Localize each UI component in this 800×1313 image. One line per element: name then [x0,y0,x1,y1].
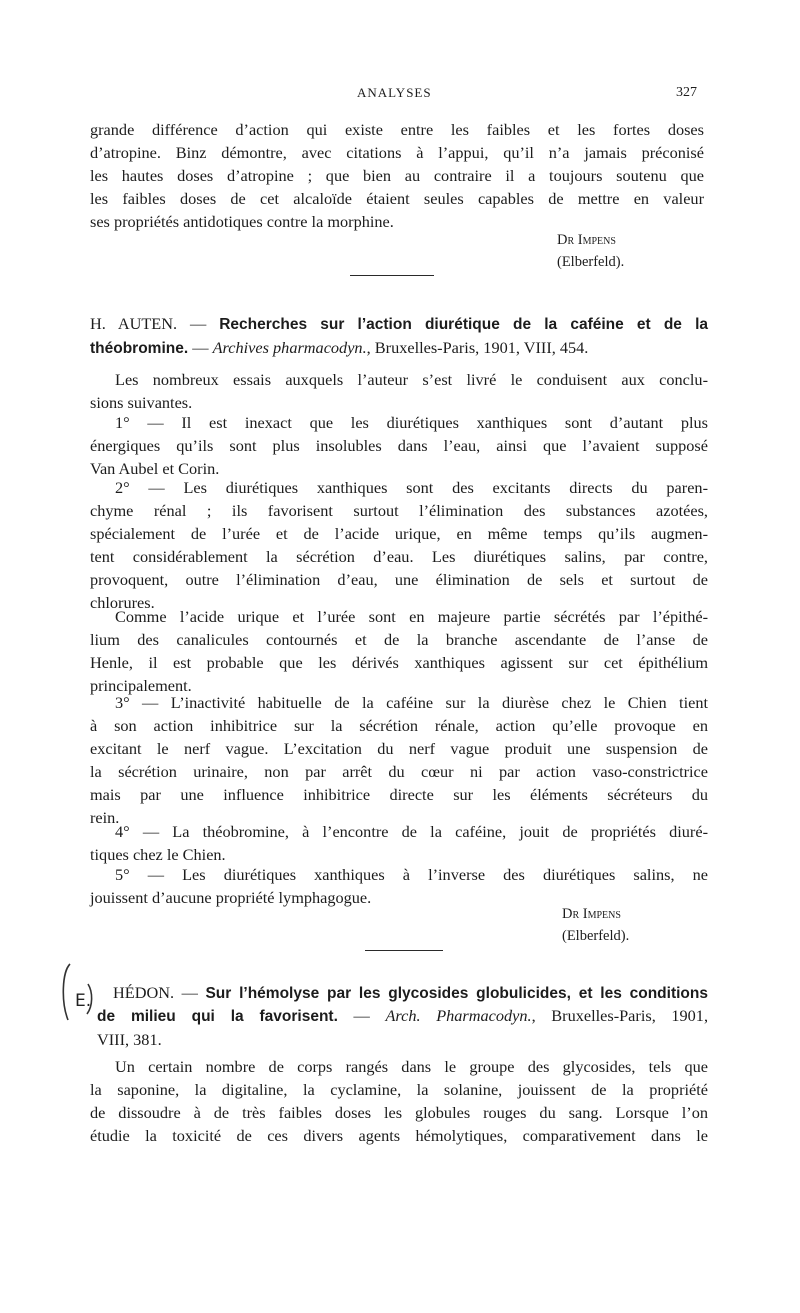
running-head: ANALYSES [357,85,432,100]
article-paragraph [90,605,708,697]
text-line: les faibles doses de cet alcaloïde étaient seules capables de mettre en valeur [90,189,704,208]
article-paragraph [90,820,708,866]
text-line: excitant le nerf vague. L’excitation du nerf vague produit une suspension de [90,739,708,758]
article-title-cont: de milieu qui la favorisent. [97,1008,338,1025]
heading-line: VIII, 381. [97,1030,162,1049]
section-divider [350,275,434,276]
article-title: Sur l’hémolyse par les glycosides globulicides, et les conditions [205,985,708,1002]
signature-name: Dr Impens [562,906,621,922]
text-line: spécialement de l’urée et de l’acide urique, en même temps qu’ils augmen- [90,524,708,543]
source-journal: Arch. Pharmacodyn. [385,1006,532,1025]
intro-paragraph [90,118,704,233]
article-paragraph [90,411,708,480]
heading-dash: — [192,338,209,357]
text-line: Les nombreux essais auxquels l’auteur s’est livré le conduisent aux conclu- [115,370,708,389]
heading-dash: — [190,314,207,333]
text-line: énergiques qu’ils sont plus insolubles dans l’eau, ainsi que l’avaient supposé [90,436,708,455]
text-line: principalement. [90,676,192,695]
section-divider [365,950,443,951]
heading-dash: — [353,1006,370,1025]
text-line: Henle, il est probable que les dérivés xanthiques agissent sur cet épithélium [90,653,708,672]
article-paragraph [90,368,708,414]
text-line: 1° — Il est inexact que les diurétiques xanthiques sont d’autant plus [115,413,708,432]
text-line: la saponine, la digitaline, la cyclamine, la solanine, jouissent de la propriété [90,1080,708,1099]
text-line: tent considérablement la sécrétion d’eau. Les diurétiques salins, par contre, [90,547,708,566]
signature-place: (Elberfeld). [562,928,630,944]
text-line: ses propriétés antidotiques contre la morphine. [90,212,394,231]
signature-name: Dr Impens [557,232,616,248]
article-paragraph [90,476,708,614]
text-line: jouissent d’aucune propriété lymphagogue. [90,888,372,907]
article-title: Recherches sur l’action diurétique de la caféine et de la [219,316,709,333]
text-line: Van Aubel et Corin. [90,459,220,478]
text-line: Un certain nombre de corps rangés dans le groupe des glycosides, tels que [115,1057,708,1076]
text-line: 4° — La théobromine, à l’encontre de la caféine, jouit de propriétés diuré- [115,822,708,841]
signature-place: (Elberfeld). [557,254,625,270]
text-line: les hautes doses d’atropine ; que bien au contraire il a toujours soutenu que [90,166,704,185]
article-paragraph [90,1055,708,1147]
text-line: chlorures. [90,593,155,612]
text-line: chyme rénal ; ils favorisent surtout l’élimination des substances azotées, [90,501,708,520]
heading-line [90,312,708,336]
signature [562,903,629,947]
text-line: 5° — Les diurétiques xanthiques à l’inverse des diurétiques salins, ne [115,865,708,884]
text-line: de dissoudre à de très faibles doses les globules rouges du sang. Lorsque l’on [90,1103,708,1122]
heading-line [113,981,708,1005]
text-line: mais par une influence inhibitrice directe sur les éléments sécréteurs du [90,785,708,804]
page-number: 327 [676,85,697,100]
text-line: d’atropine. Binz démontre, avec citations à l’appui, qu’il n’a jamais préconisé [90,143,704,162]
text-line: grande différence d’action qui existe entre les faibles et les fortes doses [90,120,704,139]
page-header [0,85,800,105]
article-title-cont: théobromine. [90,340,189,357]
article-heading [90,312,708,360]
text-line: Comme l’acide urique et l’urée sont en majeure partie sécrétés par l’épithé- [115,607,708,626]
source-details: , Bruxelles-Paris, 1901, [531,1006,709,1025]
source-journal: Archives pharmacodyn. [212,338,367,357]
text-line: sions suivantes. [90,393,193,412]
heading-dash: — [181,983,198,1002]
text-line: la sécrétion urinaire, non par arrêt du cœur ni par action vaso-constrictrice [90,762,708,781]
article-author: HÉDON. [113,983,175,1002]
article-heading-cont [97,1004,708,1051]
article-heading [113,981,708,1005]
text-line: 3° — L’inactivité habituelle de la caféine sur la diurèse chez le Chien tient [115,693,708,712]
source-details: , Bruxelles-Paris, 1901, VIII, 454. [366,338,589,357]
text-line: provoquent, outre l’élimination d’eau, une élimination de sels et surtout de [90,570,708,589]
text-line: étudie la toxicité de ces divers agents hémolytiques, comparativement dans le [90,1126,708,1145]
signature [557,229,624,273]
margin-mark-text: E. [75,991,92,1011]
heading-line [97,1004,708,1028]
text-line: 2° — Les diurétiques xanthiques sont des excitants directs du paren- [115,478,708,497]
article-author: H. AUTEN. [90,314,178,333]
text-line: lium des canalicules contournés et de la branche ascendante de l’anse de [90,630,708,649]
heading-line [90,336,708,360]
handwritten-margin-mark [60,962,96,1022]
text-line: rein. [90,808,120,827]
text-line: à son action inhibitrice sur la sécrétion rénale, action qu’elle provoque en [90,716,708,735]
article-paragraph [90,691,708,829]
text-line: tiques chez le Chien. [90,845,226,864]
